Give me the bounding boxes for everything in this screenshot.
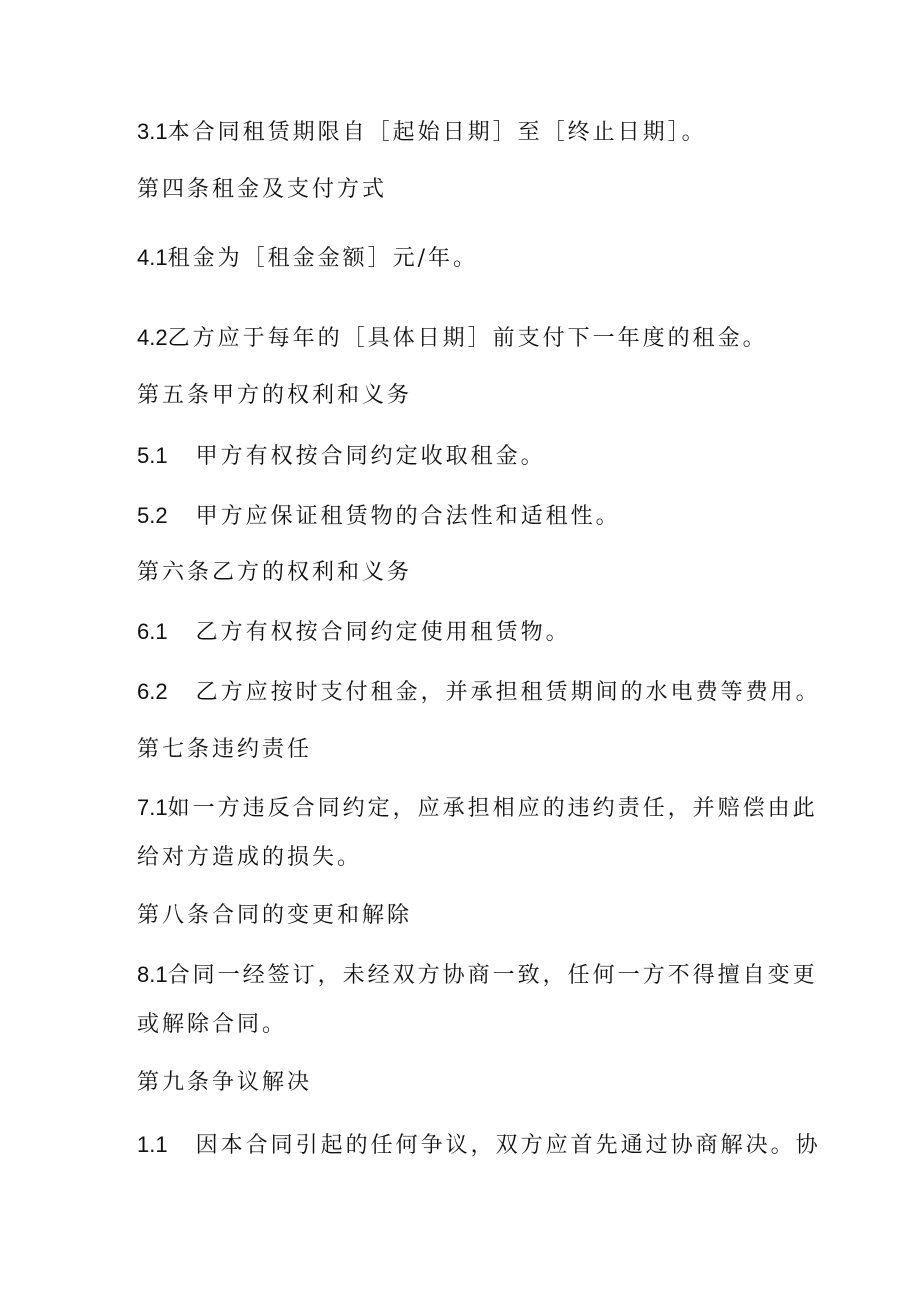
- clause-6-2: [137, 677, 821, 708]
- clause-7-1-continuation: 给对方造成的损失。: [137, 845, 363, 870]
- clause-number: 4.1: [137, 245, 168, 270]
- clause-number: 6.2: [137, 679, 168, 704]
- clause-text: 乙方有权按合同约定使用租赁物。: [195, 620, 571, 645]
- section-heading-4: 第四条租金及支付方式: [137, 177, 388, 202]
- clause-text: 乙方应于每年的［具体日期］前支付下一年度的租金。: [167, 326, 768, 351]
- clause-number: 5.1: [137, 443, 168, 468]
- clause-text: 租金为［租金金额］元/年。: [167, 246, 479, 271]
- clause-text: 因本合同引起的任何争议，双方应首先通过协商解决。协: [195, 1133, 821, 1158]
- clause-5-2: [137, 501, 621, 532]
- section-heading-8: 第八条合同的变更和解除: [137, 903, 413, 928]
- clause-5-1: [137, 441, 546, 472]
- clause-3-1: [137, 117, 707, 148]
- clause-4-1: [137, 243, 478, 274]
- clause-text: 甲方有权按合同约定收取租金。: [195, 444, 546, 469]
- clause-number: 6.1: [137, 619, 168, 644]
- clause-text: 甲方应保证租赁物的合法性和适租性。: [195, 504, 621, 529]
- clause-text: 合同一经签订，未经双方协商一致，任何一方不得擅自变更: [167, 963, 818, 988]
- clause-text: 本合同租赁期限自［起始日期］至［终止日期］。: [167, 120, 707, 145]
- clause-text: 乙方应按时支付租金，并承担租赁期间的水电费等费用。: [195, 680, 821, 705]
- clause-number: 7.1: [137, 795, 168, 820]
- section-heading-7: 第七条违约责任: [137, 737, 313, 762]
- clause-8-1-continuation: 或解除合同。: [137, 1012, 288, 1037]
- clause-4-2: [137, 323, 768, 354]
- section-heading-6: 第六条乙方的权利和义务: [137, 560, 413, 585]
- section-heading-9: 第九条争议解决: [137, 1070, 313, 1095]
- section-heading-5: 第五条甲方的权利和义务: [137, 383, 413, 408]
- clause-number: 4.2: [137, 325, 168, 350]
- clause-6-1: [137, 617, 571, 648]
- clause-number: 5.2: [137, 503, 168, 528]
- clause-text: 如一方违反合同约定，应承担相应的违约责任，并赔偿由此: [167, 796, 818, 821]
- clause-number: 3.1: [137, 119, 168, 144]
- clause-number: 1.1: [137, 1132, 168, 1157]
- clause-1-1: [137, 1130, 821, 1161]
- clause-8-1: [137, 960, 818, 991]
- clause-number: 8.1: [137, 962, 168, 987]
- clause-7-1: [137, 793, 818, 824]
